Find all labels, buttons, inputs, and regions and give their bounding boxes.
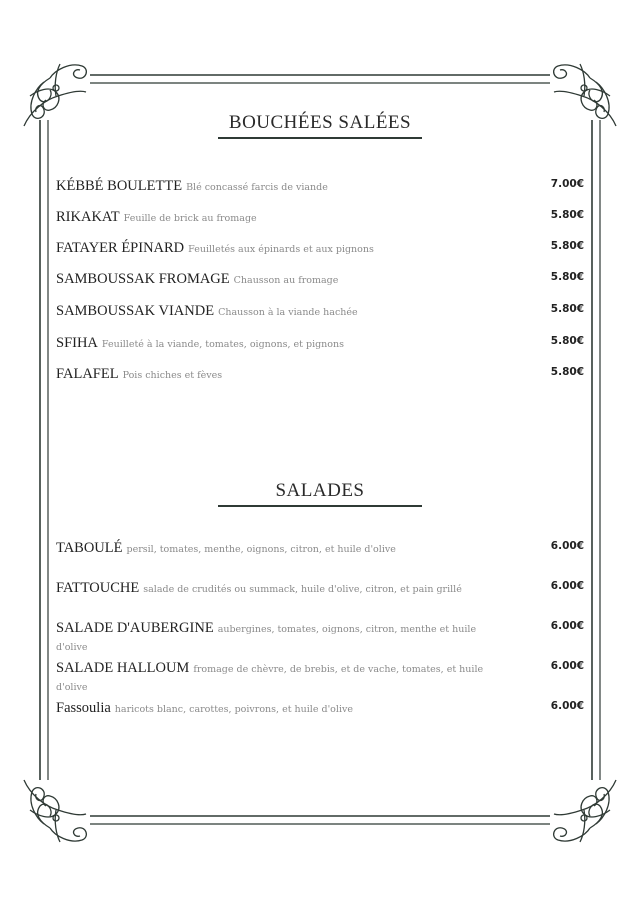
- item-description: aubergines, tomates, oignons, citron, menthe et huile d'olive: [56, 624, 477, 653]
- item-description: Pois chiches et fèves: [122, 370, 223, 381]
- menu-item: [56, 178, 496, 196]
- item-description: Feuilletés aux épinards et aux pignons: [188, 244, 374, 255]
- item-name: SALADE HALLOUM: [56, 660, 190, 676]
- section-title-bouchees: BOUCHÉES SALÉES: [228, 112, 412, 133]
- item-description: Feuille de brick au fromage: [123, 213, 257, 224]
- item-price: 6.00€: [550, 540, 584, 552]
- item-description: haricots blanc, carottes, poivrons, et huile d'olive: [114, 704, 353, 715]
- item-price: 5.80€: [550, 271, 584, 283]
- item-description: Chausson au fromage: [233, 275, 339, 286]
- item-description: fromage de chèvre, de brebis, et de vache, tomates, et huile d'olive: [56, 664, 484, 693]
- item-price: 5.80€: [550, 209, 584, 221]
- item-name: RIKAKAT: [56, 209, 120, 225]
- item-description: Chausson à la viande hachée: [218, 307, 358, 318]
- item-price: 6.00€: [550, 620, 584, 632]
- corner-ornament-bottom-left: [24, 780, 86, 842]
- section-rule-salades: [218, 505, 422, 507]
- item-name: FATAYER ÉPINARD: [56, 240, 185, 256]
- menu-item: [56, 580, 496, 598]
- item-name: SAMBOUSSAK FROMAGE: [56, 271, 230, 287]
- section-rule-bouchees: [218, 137, 422, 139]
- menu-item: [56, 620, 496, 656]
- item-name: SAMBOUSSAK VIANDE: [56, 303, 215, 319]
- menu-item: [56, 540, 496, 558]
- menu-item: [56, 271, 496, 289]
- item-price: 5.80€: [550, 335, 584, 347]
- item-price: 6.00€: [550, 660, 584, 672]
- item-description: Feuilleté à la viande, tomates, oignons, et pignons: [101, 339, 345, 350]
- item-price: 5.80€: [550, 366, 584, 378]
- menu-item: [56, 660, 496, 696]
- item-name: SALADE D'AUBERGINE: [56, 620, 214, 636]
- menu-item: [56, 240, 496, 258]
- menu-item: [56, 700, 496, 718]
- item-price: 6.00€: [550, 580, 584, 592]
- item-name: FALAFEL: [56, 366, 119, 382]
- menu-item: [56, 335, 496, 353]
- item-name: TABOULÉ: [56, 540, 123, 556]
- item-name: SFIHA: [56, 335, 98, 351]
- item-price: 5.80€: [550, 240, 584, 252]
- item-description: Blé concassé farcis de viande: [186, 182, 328, 193]
- item-price: 6.00€: [550, 700, 584, 712]
- item-description: salade de crudités ou summack, huile d'olive, citron, et pain grillé: [143, 584, 462, 595]
- menu-item: [56, 303, 496, 321]
- section-title-salades: SALADES: [275, 480, 365, 501]
- menu-item: [56, 209, 496, 227]
- menu-item: [56, 366, 496, 384]
- item-name: FATTOUCHE: [56, 580, 140, 596]
- item-name: KÉBBÉ BOULETTE: [56, 178, 183, 194]
- item-description: persil, tomates, menthe, oignons, citron, et huile d'olive: [126, 544, 396, 555]
- item-name: Fassoulia: [56, 700, 111, 716]
- item-price: 5.80€: [550, 303, 584, 315]
- corner-ornament-bottom-right: [554, 780, 616, 842]
- item-price: 7.00€: [550, 178, 584, 190]
